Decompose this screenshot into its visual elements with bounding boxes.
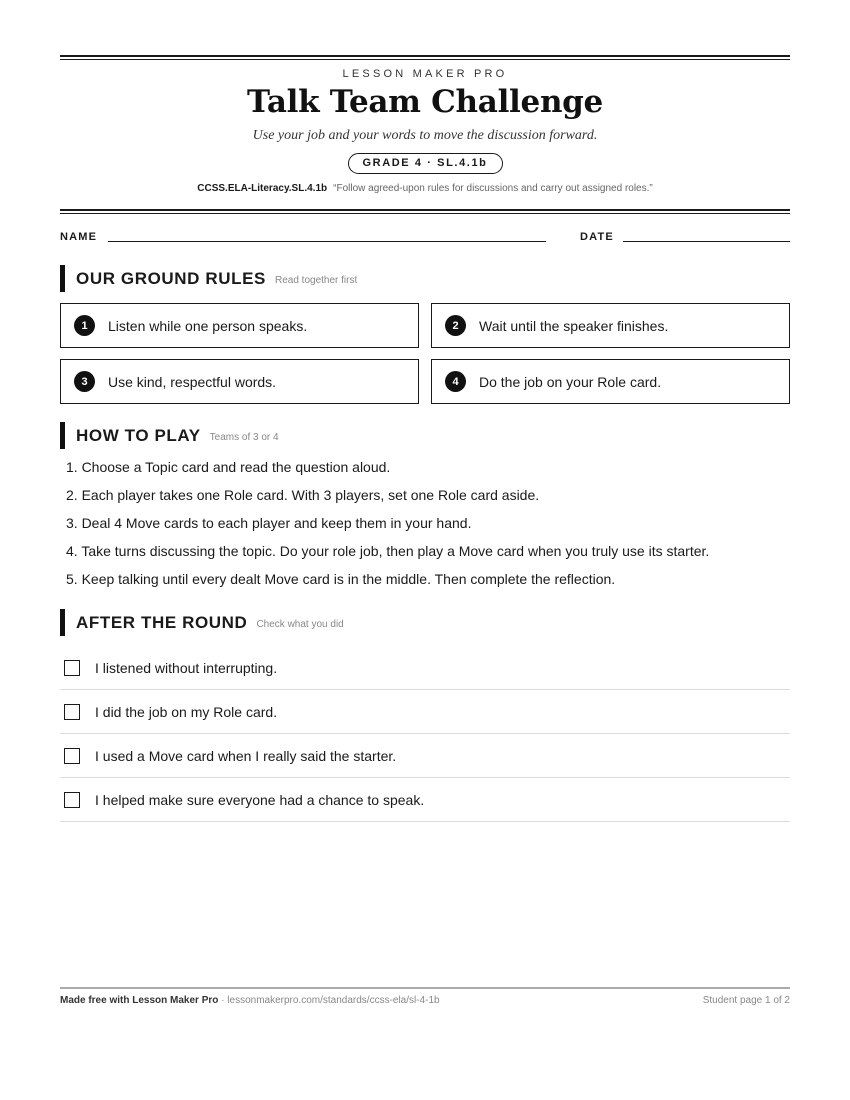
footer-separator: · xyxy=(218,995,228,1006)
instruction-step: 5. Keep talking until every dealt Move card is in the middle. Then complete the reflection. xyxy=(66,571,616,587)
ground-rule-card xyxy=(431,303,790,348)
date-label: DATE xyxy=(580,231,614,243)
rule-text: Listen while one person speaks. xyxy=(108,317,308,334)
section-title: AFTER THE ROUND xyxy=(76,612,248,632)
footer-divider xyxy=(60,987,790,989)
footer-credit xyxy=(60,995,440,1006)
instruction-step: 2. Each player takes one Role card. With 3 players, set one Role card aside. xyxy=(66,487,540,503)
instruction-step: 4. Take turns discussing the topic. Do your role job, then play a Move card when you truly use its starter. xyxy=(66,543,710,559)
standard-code: CCSS.ELA-Literacy.SL.4.1b xyxy=(197,183,328,194)
brand-label: LESSON MAKER PRO xyxy=(342,68,508,80)
top-divider xyxy=(60,55,790,60)
checklist-text: I did the job on my Role card. xyxy=(95,703,278,720)
ground-rule-card xyxy=(431,359,790,404)
page-title: Talk Team Challenge xyxy=(247,84,603,120)
rule-text: Do the job on your Role card. xyxy=(479,373,662,390)
instruction-step: 1. Choose a Topic card and read the question aloud. xyxy=(66,459,391,475)
footer-made-with: Made free with Lesson Maker Pro xyxy=(60,995,219,1006)
checklist-item xyxy=(60,690,790,734)
section-title: HOW TO PLAY xyxy=(76,425,201,445)
ground-rules-heading xyxy=(60,265,357,292)
header-divider xyxy=(60,209,790,214)
name-field[interactable] xyxy=(108,241,546,242)
how-to-play-heading xyxy=(60,422,279,449)
checkbox[interactable] xyxy=(64,792,80,808)
standard-line xyxy=(60,183,790,194)
after-round-heading xyxy=(60,609,344,636)
footer-url[interactable]: lessonmakerpro.com/standards/ccss-ela/sl-4-1b xyxy=(227,995,440,1006)
checklist-item xyxy=(60,646,790,690)
rule-number-badge: 3 xyxy=(74,371,95,392)
rule-text: Wait until the speaker finishes. xyxy=(479,317,669,334)
rule-number-badge: 2 xyxy=(445,315,466,336)
checklist-text: I listened without interrupting. xyxy=(95,659,278,676)
date-field[interactable] xyxy=(623,241,790,242)
checklist-item xyxy=(60,778,790,822)
checkbox[interactable] xyxy=(64,748,80,764)
grade-badge-wrap xyxy=(60,153,790,174)
rule-number-badge: 4 xyxy=(445,371,466,392)
reflection-checklist xyxy=(60,646,790,822)
instructions-list xyxy=(66,458,790,598)
section-hint: Teams of 3 or 4 xyxy=(209,431,279,443)
standard-quote: “Follow agreed-upon rules for discussions and carry out assigned roles.” xyxy=(333,183,653,194)
page-subtitle: Use your job and your words to move the discussion forward. xyxy=(252,128,598,143)
rule-number-badge: 1 xyxy=(74,315,95,336)
section-hint: Read together first xyxy=(275,274,358,286)
section-title: OUR GROUND RULES xyxy=(76,268,266,288)
checklist-text: I helped make sure everyone had a chance to speak. xyxy=(95,791,425,808)
checkbox[interactable] xyxy=(64,660,80,676)
instruction-step: 3. Deal 4 Move cards to each player and keep them in your hand. xyxy=(66,515,472,531)
name-label: NAME xyxy=(60,231,98,243)
footer-page-label: Student page 1 of 2 xyxy=(702,995,790,1006)
checklist-item xyxy=(60,734,790,778)
grade-badge: GRADE 4 · SL.4.1b xyxy=(348,153,503,174)
checkbox[interactable] xyxy=(64,704,80,720)
ground-rule-card xyxy=(60,303,419,348)
rule-text: Use kind, respectful words. xyxy=(108,373,277,390)
section-hint: Check what you did xyxy=(256,618,344,630)
checklist-text: I used a Move card when I really said the starter. xyxy=(95,747,397,764)
ground-rule-card xyxy=(60,359,419,404)
